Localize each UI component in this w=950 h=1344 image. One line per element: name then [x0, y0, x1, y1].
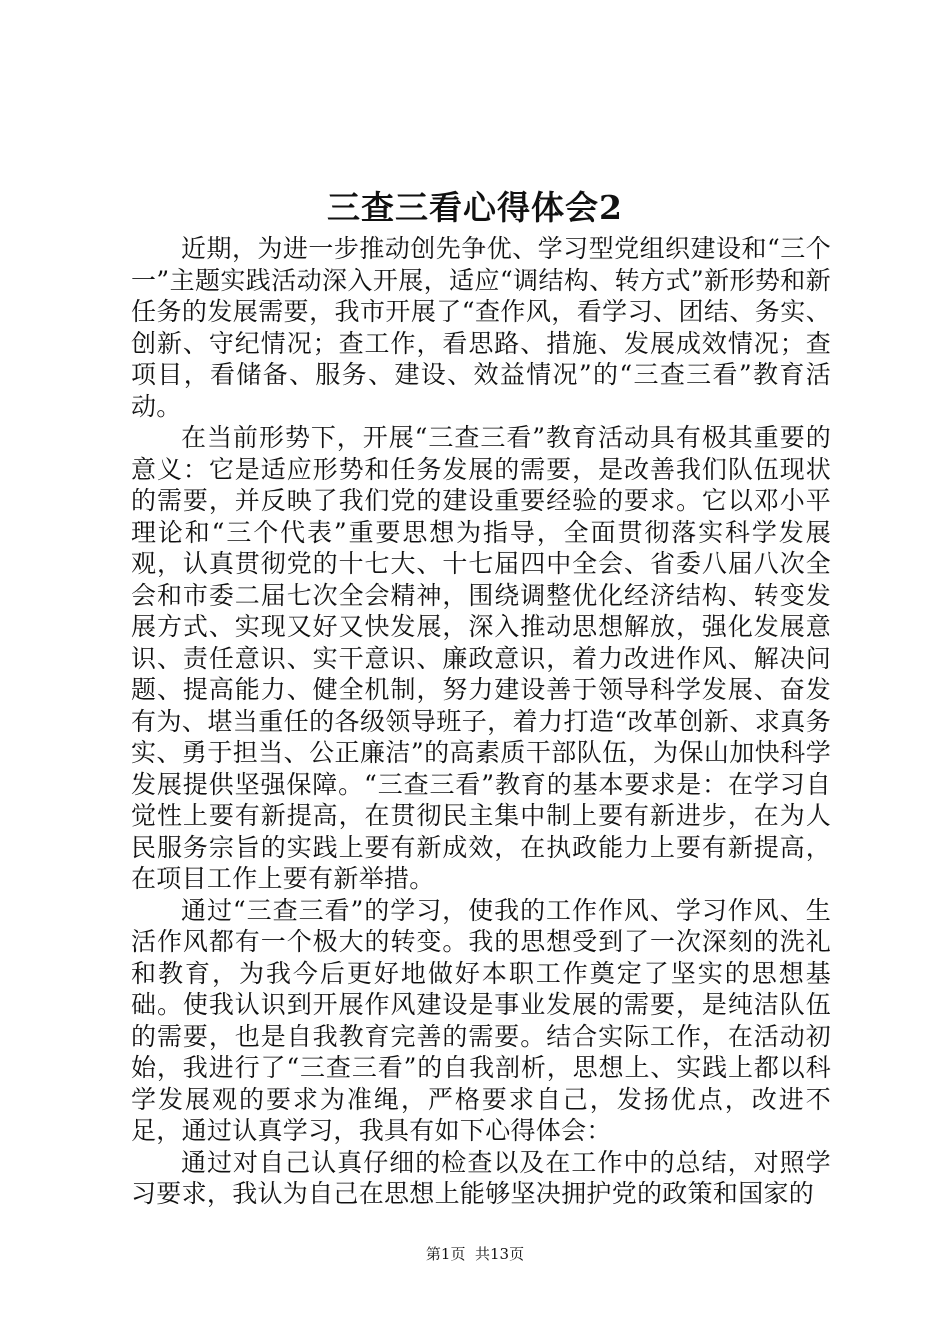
- document-body: [131, 233, 831, 1210]
- paragraph-3: 通过“三查三看”的学习，使我的工作作风、学习作风、生活作风都有一个极大的转变。我的思想受到了一次深刻的洗礼和教育，为我今后更好地做好本职工作奠定了坚实的思想基础。使我认识到开展作风建设是事业发展的需要，是纯洁队伍的需要，也是自我教育完善的需要。结合实际工作，在活动初始，我进行了“三查三看”的自我剖析，思想上、实践上都以科学发展观的要求为准绳，严格要求自己，发扬优点，改进不足，通过认真学习，我具有如下心得体会：: [131, 895, 831, 1145]
- page-footer: [0, 1244, 950, 1264]
- page-total: 共13页: [475, 1245, 525, 1263]
- footer-spacer: [465, 1245, 475, 1263]
- document-title: 三查三看心得体会2: [327, 188, 623, 227]
- paragraph-2: 在当前形势下，开展“三查三看”教育活动具有极其重要的意义：它是适应形势和任务发展的需要，是改善我们队伍现状的需要，并反映了我们党的建设重要经验的要求。它以邓小平理论和“三个代表”重要思想为指导，全面贯彻落实科学发展观，认真贯彻党的十七大、十七届四中全会、省委八届八次全会和市委二届七次全会精神，围绕调整优化经济结构、转变发展方式、实现又好又快发展，深入推动思想解放，强化发展意识、责任意识、实干意识、廉政意识，着力改进作风、解决问题、提高能力、健全机制，努力建设善于领导科学发展、奋发有为、堪当重任的各级领导班子，着力打造“改革创新、求真务实、勇于担当、公正廉洁”的高素质干部队伍，为保山加快科学发展提供坚强保障。“三查三看”教育的基本要求是：在学习自觉性上要有新提高，在贯彻民主集中制上要有新进步，在为人民服务宗旨的实践上要有新成效，在执政能力上要有新提高，在项目工作上要有新举措。: [131, 423, 831, 893]
- page-number: 第1页: [425, 1245, 466, 1263]
- paragraph-4: 通过对自己认真仔细的检查以及在工作中的总结，对照学习要求，我认为自己在思想上能够坚决拥护党的政策和国家的: [131, 1147, 831, 1208]
- paragraph-1: 近期，为进一步推动创先争优、学习型党组织建设和“三个一”主题实践活动深入开展，适应“调结构、转方式”新形势和新任务的发展需要，我市开展了“查作风，看学习、团结、务实、创新、守纪情况；查工作，看思路、措施、发展成效情况；查项目，看储备、服务、建设、效益情况”的“三查三看”教育活动。: [131, 234, 831, 421]
